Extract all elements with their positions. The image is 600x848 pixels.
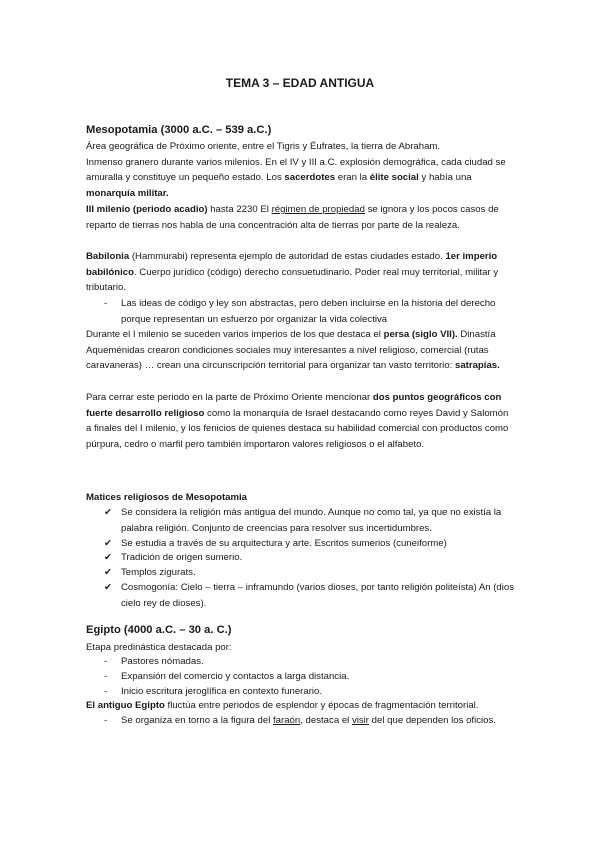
check-icon: ✔ bbox=[104, 582, 113, 593]
meso-bold-monarquia: monarquía militar. bbox=[86, 187, 169, 199]
matices-heading: Matices religiosos de Mesopotamia bbox=[86, 492, 248, 503]
persa-text-2: Dinastía Aqueménidas crearon condiciones sociales muy interesantes a nivel religioso, comercial (rutas caravaneras) … crean una circunscripción territorial para organizar tan vasto territorio: bbox=[86, 329, 496, 372]
babilonia-bullet bbox=[104, 296, 516, 327]
egipto-underline-visir: visir bbox=[351, 715, 370, 726]
cierre-text-1: Para cerrar este periodo en la parte de Próximo Oriente mencionar bbox=[86, 392, 373, 403]
check-icon: ✔ bbox=[104, 567, 113, 578]
meso-text-5: hasta 2230 El bbox=[207, 204, 272, 215]
babilonia-bold-imperio: 1er imperio babilónico bbox=[86, 251, 498, 278]
meso-text-1: Área geográfica de Próximo oriente, entre el Tigris y Éufrates, la tierra de Abraham. bbox=[86, 141, 441, 152]
matices-item-text: Cosmogonía: Cielo – tierra – inframundo (varios dioses, por tanto religión politeísta) An (dios cielo rey de dioses). bbox=[121, 582, 515, 609]
matices-item-text: Se considera la religión más antigua del mundo. Aunque no como tal, ya que no existía la palabra religión. Conjunto de creencias para resolver sus incertidumbres. bbox=[121, 507, 502, 534]
egipto-underline-faraon: faraón bbox=[273, 715, 301, 726]
egipto-item-text: Expansión del comercio y contactos a larga distancia. bbox=[121, 671, 350, 682]
meso-text-2: Inmenso granero durante varios milenios. En el IV y III a.C. explosión demográfica, cada ciudad se amuralla y constituye un pequeño estado. Los bbox=[86, 156, 506, 184]
dash-marker: - bbox=[104, 715, 108, 726]
matices-item-text: Templos zigurats. bbox=[121, 567, 196, 578]
egipto-sub-text-2: , destaca el bbox=[300, 715, 352, 726]
egipto-intro: Etapa predinástica destacada por: bbox=[86, 642, 232, 653]
page-title: TEMA 3 – EDAD ANTIGUA bbox=[225, 76, 375, 90]
dash-marker: - bbox=[104, 686, 108, 697]
babilonia-paragraph bbox=[86, 249, 516, 296]
meso-underline-regimen: régimen de propiedad bbox=[271, 204, 365, 215]
cierre-text-2: como la monarquía de Israel destacando como reyes David y Salomón a finales del I milenio, y los fenicios de quienes destaca su habilidad comercial con productos como púrpura, cedro o marfil pero también importaron valores religiosos o el alfabeto. bbox=[86, 407, 509, 450]
babilonia-bold-name: Babilonia bbox=[86, 251, 130, 262]
egipto-sub-item-text bbox=[121, 713, 516, 729]
persa-paragraph bbox=[86, 327, 516, 374]
matices-item bbox=[104, 565, 516, 581]
egipto-item bbox=[104, 654, 516, 670]
persa-bold-siglo: persa (siglo VII). bbox=[383, 329, 458, 340]
dash-marker: - bbox=[104, 298, 108, 309]
egipto-item-text: Inicio escritura jeroglífica en contexto funerario. bbox=[121, 686, 323, 697]
egipto-text-1: fluctúa entre periodos de esplendor y épocas de fragmentación territorial. bbox=[164, 700, 479, 711]
dash-marker: - bbox=[104, 656, 108, 667]
meso-paragraph-1 bbox=[86, 139, 516, 201]
persa-text-1: Durante el I milenio se suceden varios imperios de los que destaca el bbox=[86, 329, 384, 340]
babilonia-text-1: (Hammurabi) representa ejemplo de autoridad de estas ciudades estado. bbox=[129, 251, 446, 262]
egipto-sub-text-3: del que dependen los oficios. bbox=[369, 715, 496, 726]
matices-item bbox=[104, 580, 516, 611]
egipto-antiguo-paragraph bbox=[86, 698, 516, 714]
mesopotamia-heading: Mesopotamia (3000 a.C. – 539 a.C.) bbox=[86, 124, 272, 136]
matices-item bbox=[104, 550, 516, 566]
egipto-item bbox=[104, 669, 516, 685]
persa-bold-satrapias: satrapías. bbox=[455, 360, 500, 372]
egipto-sub-text-1: Se organiza en torno a la figura del bbox=[121, 715, 274, 726]
check-icon: ✔ bbox=[104, 507, 113, 518]
cierre-bold-puntos: dos puntos geográficos con fuerte desarrollo religioso bbox=[86, 392, 502, 419]
egipto-sub-item bbox=[104, 713, 516, 729]
check-icon: ✔ bbox=[104, 552, 113, 563]
matices-item-text: Tradición de origen sumerio. bbox=[121, 552, 243, 563]
meso-text-3: eran la bbox=[335, 172, 370, 184]
meso-text-6: se ignora y los pocos casos de reparto de tierras nos habla de una concentración alta de tierras por parte de la realeza. bbox=[86, 204, 499, 231]
cierre-paragraph bbox=[86, 390, 516, 452]
matices-item-text: Se estudia a través de su arquitectura y arte. Escritos sumerios (cuneiforme) bbox=[121, 538, 447, 549]
meso-bold-elite: élite social bbox=[369, 172, 419, 184]
egipto-bold-antiguo: El antiguo Egipto bbox=[86, 700, 165, 711]
babilonia-text-2: . Cuerpo jurídico (código) derecho consuetudinario. Poder real muy territorial, militar y tributario. bbox=[86, 266, 499, 294]
meso-paragraph-2 bbox=[86, 202, 516, 233]
dash-marker: - bbox=[104, 671, 108, 682]
egipto-heading: Egipto (4000 a.C. – 30 a. C.) bbox=[86, 624, 232, 636]
meso-bold-sacerdotes: sacerdotes bbox=[284, 172, 336, 184]
matices-item bbox=[104, 505, 516, 536]
check-icon: ✔ bbox=[104, 538, 113, 549]
meso-text-4: y había una bbox=[418, 172, 472, 184]
meso-bold-milenio: III milenio (periodo acadio) bbox=[86, 204, 208, 215]
egipto-item-text: Pastores nómadas. bbox=[121, 656, 204, 667]
babilonia-bullet-text: Las ideas de código y ley son abstractas, pero deben incluirse en la historia del derecho porque representan un esfuerzo por organizar la vida colectiva bbox=[121, 298, 496, 325]
